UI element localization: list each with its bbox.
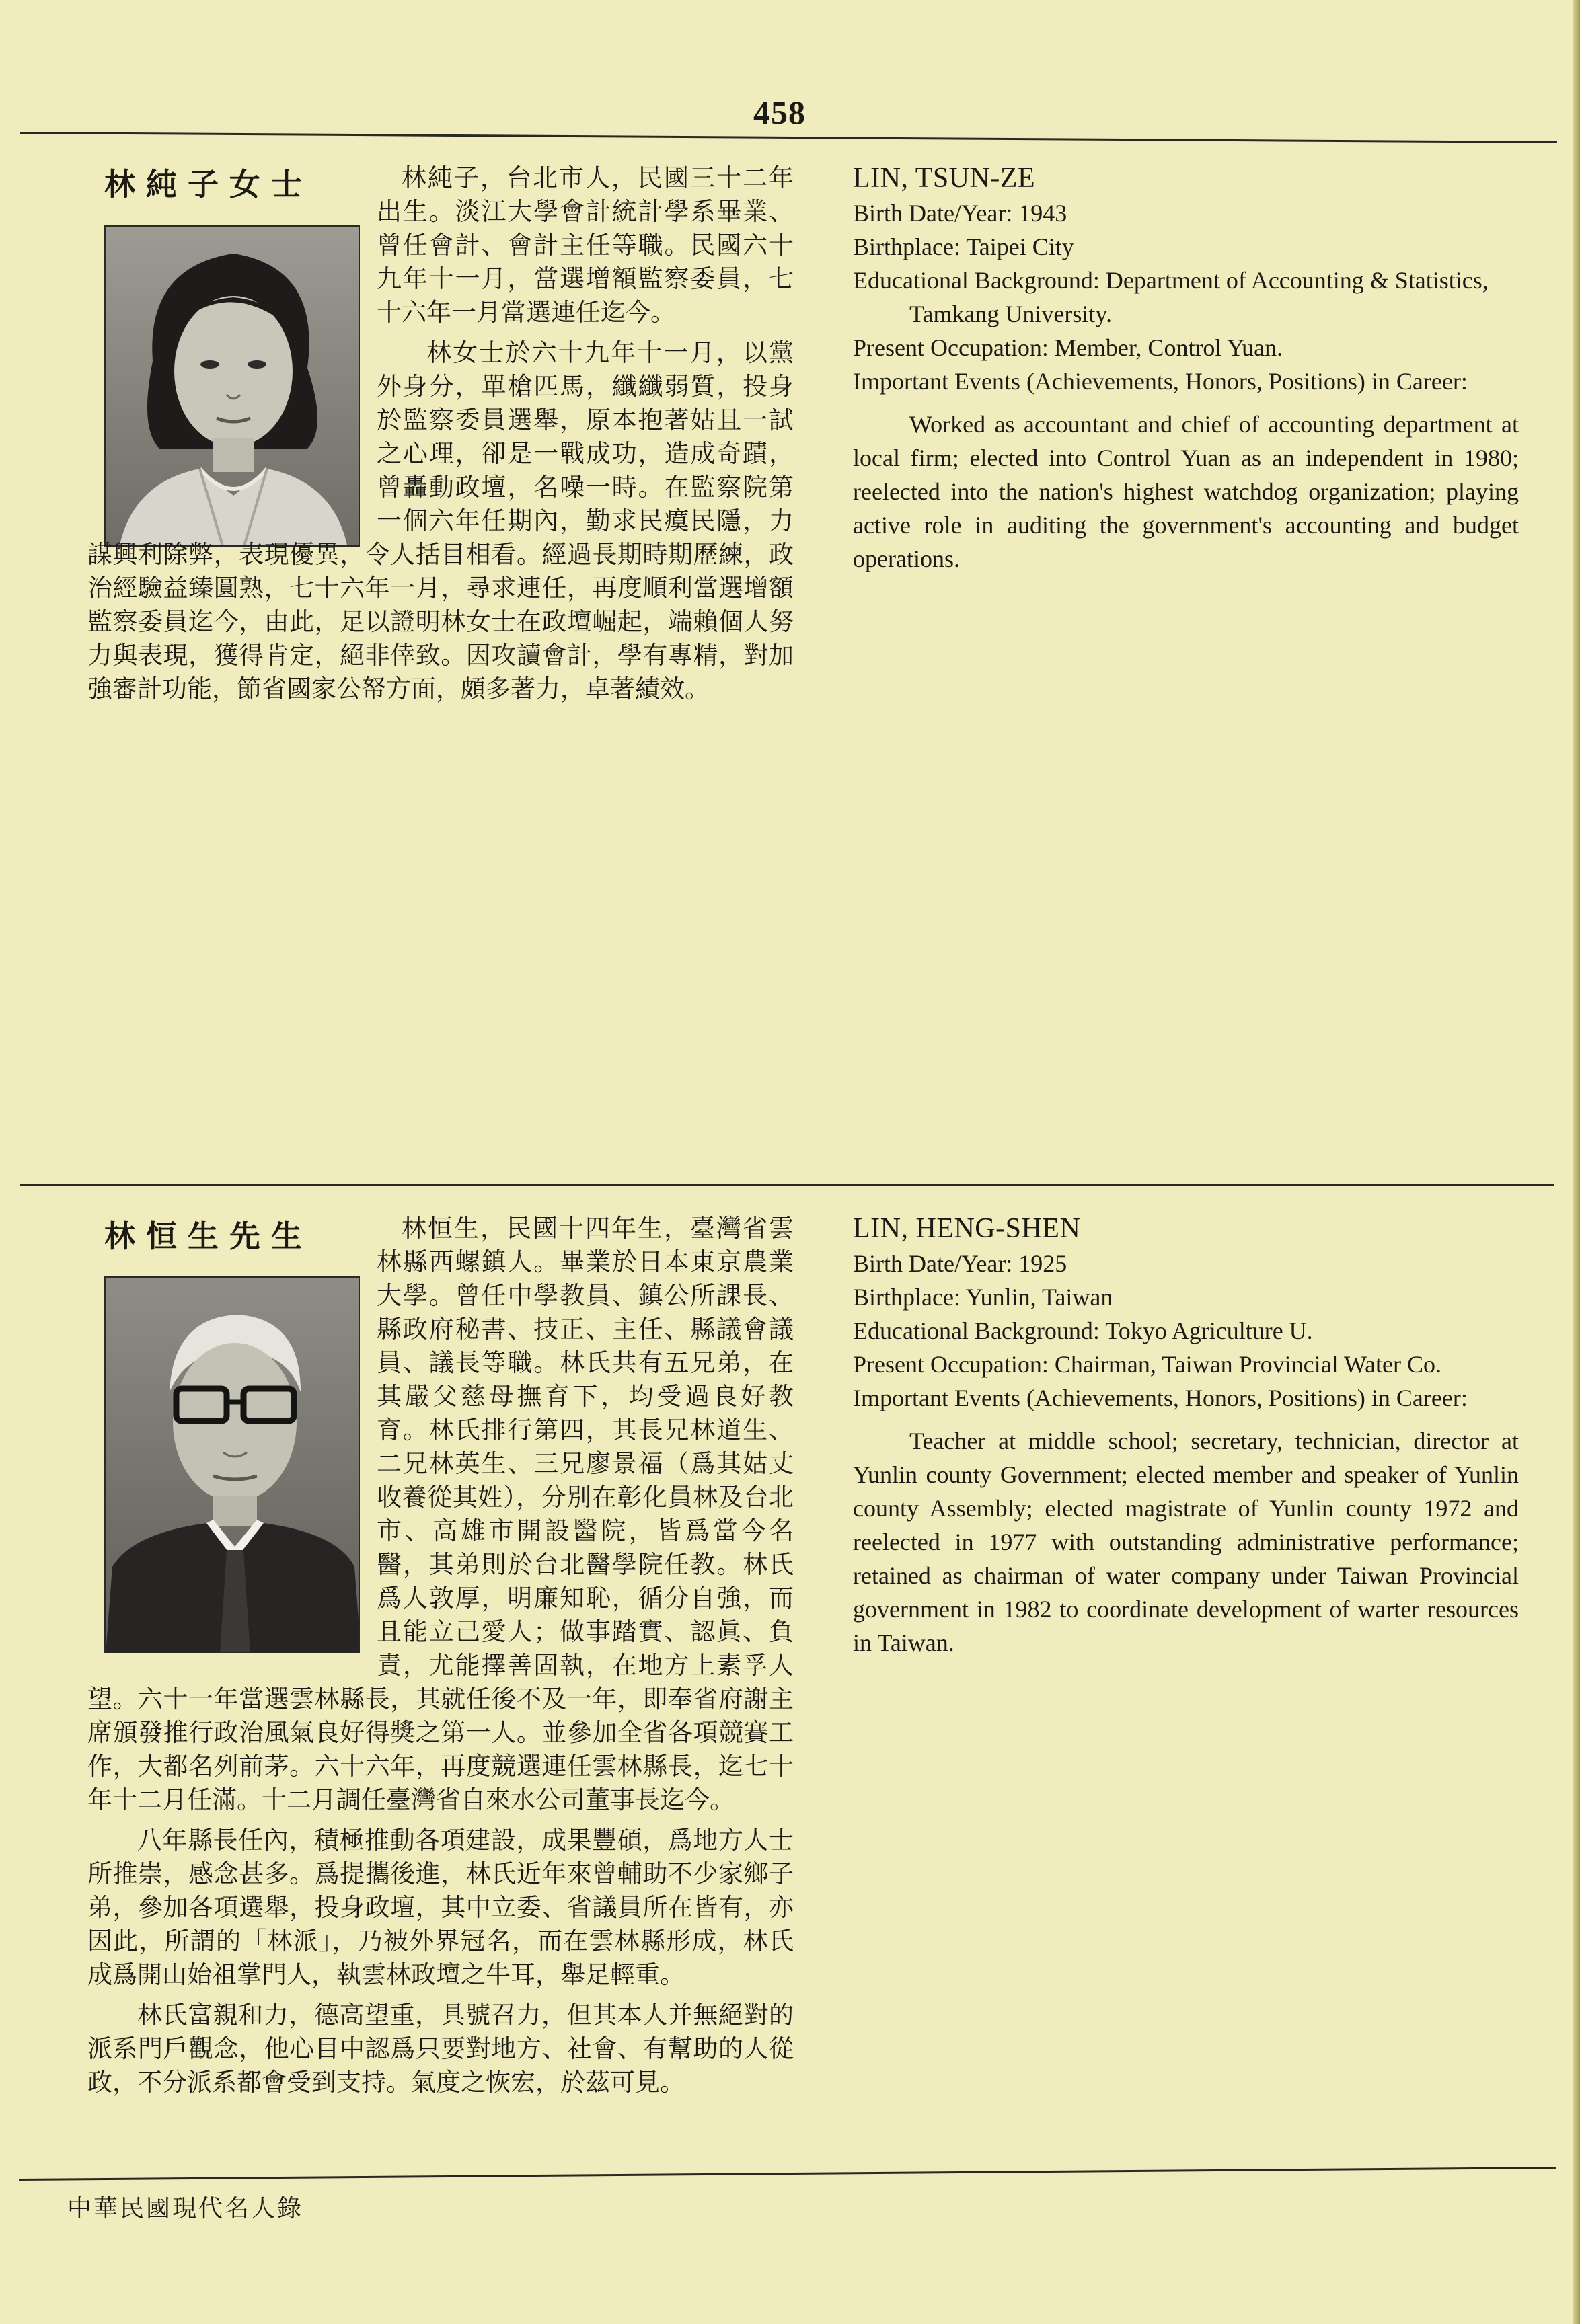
chinese-name: 林恒生先生 <box>104 1218 313 1254</box>
career-summary: Worked as accountant and chief of accounting department at local firm; elected into Control Yuan as an independent in 1980; reelected into the nation's highest watchdog organization; playing active role in auditing the government's accounting and budget operations. <box>853 411 1519 572</box>
events-label: Important Events (Achievements, Honors, Positions) in Career: <box>853 1385 1468 1411</box>
education: Educational Background: Department of Accounting & Statistics, Tamkang University. <box>853 267 1489 327</box>
chinese-name: 林純子女士 <box>104 166 313 202</box>
chinese-paragraph: 林恒生，民國十四年生，臺灣省雲林縣西螺鎮人。畢業於日本東京農業大學。曾任中學教員、鎮公所課長、縣政府秘書、技正、主任、縣議會議員、議長等職。林氏共有五兄弟，在其嚴父慈母撫育下，均受過良好教育。林氏排行第四，其長兄林道生、二兄林英生、三兄廖景福（爲其姑丈收養從其姓），分別在彰化員林及台北市、高雄市開設醫院，皆爲當今名醫，其弟則於台北醫學院任教。林氏爲人敦厚，明廉知恥，循分自強，而且能立己愛人；做事踏實、認眞、負責，尤能擇善固執，在地方上素孚人望。六十一年當選雲林縣長，其就任後不及一年，即奉省府謝主席頒發推行政治風氣良好得獎之第一人。並參加全省各項競賽工作，大都名列前茅。六十六年，再度競選連任雲林縣長，迄七十年十二月任滿。十二月調任臺灣省自來水公司董事長迄今。 <box>87 1214 794 1814</box>
birth-date: Birth Date/Year: 1925 <box>853 1250 1067 1277</box>
chinese-biography <box>87 161 794 713</box>
biography-entry <box>0 0 1580 1143</box>
footer-title: 中華民國現代名人錄 <box>67 2195 304 2222</box>
chinese-biography <box>87 1212 794 2106</box>
chinese-paragraph: 林純子，台北市人，民國三十二年出生。淡江大學會計統計學系畢業、曾任會計、會計主任等職。民國六十九年十一月，當選增額監察委員，七十六年一月當選連任迄今。 <box>377 163 794 327</box>
events-label: Important Events (Achievements, Honors, Positions) in Career: <box>853 368 1468 395</box>
chinese-paragraph: 林女士於六十九年十一月，以黨外身分，單槍匹馬，纖纖弱質，投身於監察委員選舉，原本抱著姑且一試之心理，卻是一戰成功，造成奇蹟，曾轟動政壇，名噪一時。在監察院第一個六年任期內，勤求民瘼民隱，力謀興利除弊，表現優異，令人括目相看。經過長期時期歷練，政治經驗益臻圓熟，七十六年一月，尋求連任，再度順利當選增額監察委員迄今，由此，足以證明林女士在政壇崛起，端賴個人努力與表現，獲得肯定，絕非倖致。因攻讀會計，學有專精，對加強審計功能，節省國家公帑方面，頗多著力，卓著績效。 <box>87 338 794 703</box>
chinese-paragraph: 八年縣長任內，積極推動各項建設，成果豐碩，爲地方人士所推崇，感念甚多。爲提攜後進，林氏近年來曾輔助不少家鄉子弟，參加各項選舉，投身政壇，其中立委、省議員所在皆有，亦因此，所謂的「林派」，乃被外界冠名，而在雲林縣形成，林氏成爲開山始祖掌門人，執雲林政壇之牛耳，舉足輕重。 <box>87 1826 794 1989</box>
occupation: Present Occupation: Member, Control Yuan. <box>853 334 1283 361</box>
english-biography <box>853 1212 1519 1684</box>
chinese-paragraph: 林氏富親和力，德高望重，具號召力，但其本人并無絕對的派系門戶觀念，他心目中認爲只要對地方、社會、有幫助的人從政，不分派系都會受到支持。氣度之恢宏，於茲可見。 <box>87 2001 794 2097</box>
birthplace: Birthplace: Taipei City <box>853 233 1074 260</box>
page-number: 458 <box>753 93 806 131</box>
birthplace: Birthplace: Yunlin, Taiwan <box>853 1284 1113 1311</box>
english-biography <box>853 161 1519 600</box>
english-name: LIN, TSUN-ZE <box>853 163 1036 194</box>
occupation: Present Occupation: Chairman, Taiwan Provincial Water Co. <box>853 1351 1442 1378</box>
education: Educational Background: Tokyo Agriculture U. <box>853 1317 1313 1344</box>
birth-date: Birth Date/Year: 1943 <box>853 200 1067 227</box>
english-name: LIN, HENG-SHEN <box>853 1213 1081 1244</box>
career-summary: Teacher at middle school; secretary, technician, director at Yunlin county Government; elected member and speaker of Yunlin county Assembly; elected magistrate of Yunlin county 1972 and reelected in 1977 with outstanding administrative performance; retained as chairman of water company under Taiwan Provincial government in 1982 to coordinate development of warter resources in Taiwan. <box>853 1428 1519 1656</box>
biography-entry <box>0 1184 1580 2179</box>
